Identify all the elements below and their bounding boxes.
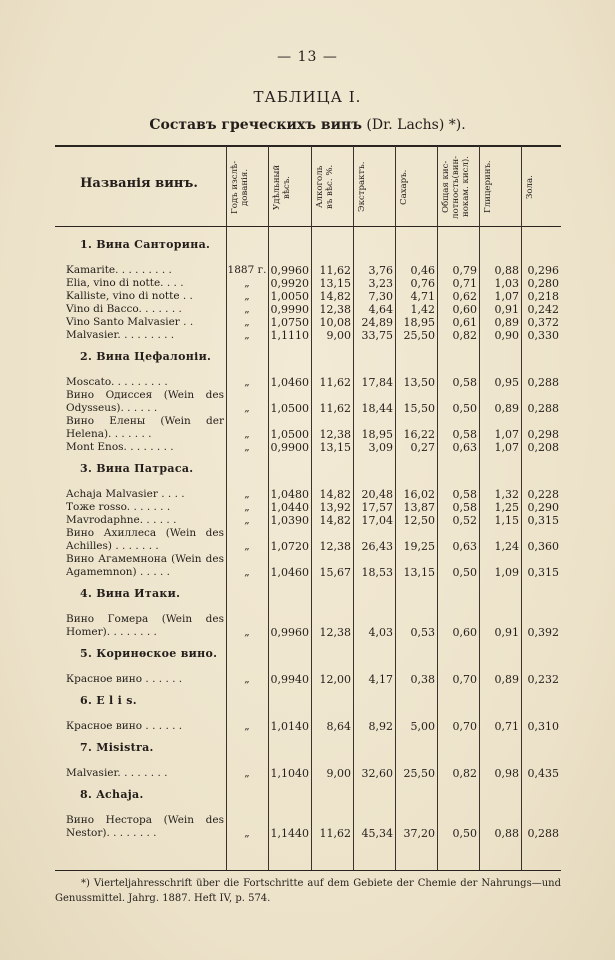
- table-subtitle: [0, 117, 615, 133]
- cell-value: 0,50: [452, 402, 477, 415]
- cell-year: „: [244, 540, 250, 552]
- wine-name: Вино Гомера (Wein des: [66, 613, 224, 625]
- cell-year: „: [244, 720, 250, 732]
- cell-value: 0,288: [527, 827, 559, 840]
- cell-value: 11,62: [319, 827, 351, 840]
- footnote-text: *) Vierteljahresschrift über die Fortschritte auf dem Gebiete der Chemie der Nahrungs—und Genussmittel. Jahrg. 1887. Heft IV, p. 574.: [55, 878, 561, 904]
- cell-value: 0,280: [527, 277, 559, 290]
- wine-name: Вино Агамемнона (Wein des: [66, 553, 224, 565]
- cell-value: 18,44: [361, 402, 393, 415]
- cell-value: 10,08: [319, 316, 351, 329]
- cell-value: 1,0500: [270, 428, 309, 441]
- cell-value: 0,63: [452, 540, 477, 553]
- cell-value: 0,71: [494, 720, 519, 733]
- section-title: 1. Вина Санторина.: [80, 238, 211, 251]
- table-subtitle-reference: (Dr. Lachs) *).: [361, 117, 466, 133]
- cell-value: 0,27: [410, 441, 435, 454]
- cell-value: 1,09: [494, 566, 519, 579]
- cell-value: 0,53: [410, 626, 435, 639]
- cell-value: 4,64: [368, 303, 393, 316]
- cell-value: 0,288: [527, 376, 559, 389]
- wine-name: Красное вино . . . . . .: [66, 673, 183, 685]
- cell-value: 25,50: [403, 329, 435, 342]
- cell-value: 0,435: [527, 767, 559, 780]
- cell-year: „: [244, 673, 250, 685]
- wine-name: Тоже rosso. . . . . . .: [66, 501, 171, 513]
- cell-value: 1,32: [494, 488, 519, 501]
- cell-value: 1,0440: [270, 501, 309, 514]
- cell-value: 0,46: [410, 264, 435, 277]
- cell-value: 0,79: [452, 264, 477, 277]
- cell-value: 0,90: [494, 329, 519, 342]
- cell-value: 0,63: [452, 441, 477, 454]
- wine-name: Vino di Bacco. . . . . . .: [66, 303, 182, 315]
- cell-year: „: [244, 767, 250, 779]
- cell-value: 12,38: [319, 626, 351, 639]
- cell-value: 0,330: [527, 329, 559, 342]
- cell-value: 15,50: [403, 402, 435, 415]
- cell-year: „: [244, 827, 250, 839]
- column-header: Общая кис- лотность(вин- нокам. кисл).: [441, 155, 471, 219]
- cell-value: 0,91: [494, 303, 519, 316]
- cell-value: 0,58: [452, 376, 477, 389]
- column-header: Зола.: [525, 175, 535, 199]
- cell-value: 1,1040: [270, 767, 309, 780]
- cell-value: 17,04: [361, 514, 393, 527]
- cell-value: 4,03: [368, 626, 393, 639]
- cell-value: 32,60: [361, 767, 393, 780]
- cell-value: 20,48: [361, 488, 393, 501]
- cell-value: 0,82: [452, 767, 477, 780]
- section-title: 6. E l i s.: [80, 694, 137, 707]
- cell-value: 17,84: [361, 376, 393, 389]
- cell-value: 12,38: [319, 303, 351, 316]
- cell-value: 0,392: [527, 626, 559, 639]
- page-number: — 13 —: [277, 49, 338, 65]
- cell-value: 12,38: [319, 428, 351, 441]
- wine-name: Kamarite. . . . . . . . .: [66, 264, 172, 276]
- wine-name: Achaja Malvasier . . . .: [66, 488, 185, 500]
- cell-value: 13,15: [403, 566, 435, 579]
- cell-value: 0,9920: [270, 277, 309, 290]
- cell-value: 45,34: [361, 827, 393, 840]
- cell-value: 13,50: [403, 376, 435, 389]
- cell-value: 1,1440: [270, 827, 309, 840]
- cell-value: 7,30: [368, 290, 393, 303]
- cell-value: 1,24: [494, 540, 519, 553]
- cell-value: 0,296: [527, 264, 559, 277]
- cell-value: 0,60: [452, 626, 477, 639]
- cell-value: 0,82: [452, 329, 477, 342]
- section-title: 2. Вина Цефалоніи.: [80, 350, 212, 363]
- cell-value: 14,82: [319, 290, 351, 303]
- cell-value: 9,00: [326, 329, 351, 342]
- cell-value: 0,98: [494, 767, 519, 780]
- wine-name: Moscato. . . . . . . . .: [66, 376, 168, 388]
- cell-value: 1,0390: [270, 514, 309, 527]
- cell-value: 12,50: [403, 514, 435, 527]
- cell-value: 0,232: [527, 673, 559, 686]
- cell-value: 1,42: [410, 303, 435, 316]
- cell-value: 18,95: [361, 428, 393, 441]
- wine-name: Вино Одиссея (Wein des: [66, 389, 224, 401]
- cell-value: 9,00: [326, 767, 351, 780]
- table-bottom-rule: [55, 870, 561, 871]
- column-header: Удѣльный вѣсъ.: [272, 164, 292, 210]
- cell-value: 5,00: [410, 720, 435, 733]
- cell-value: 3,23: [368, 277, 393, 290]
- header-bottom-rule: [55, 226, 561, 227]
- cell-value: 33,75: [361, 329, 393, 342]
- cell-value: 1,15: [494, 514, 519, 527]
- cell-value: 0,52: [452, 514, 477, 527]
- cell-year: „: [244, 303, 250, 315]
- cell-year: „: [244, 501, 250, 513]
- cell-value: 0,89: [494, 402, 519, 415]
- wine-name: Malvasier. . . . . . . . .: [66, 329, 175, 341]
- cell-value: 14,82: [319, 514, 351, 527]
- wine-name: Homer). . . . . . . .: [66, 626, 157, 638]
- cell-value: 0,62: [452, 290, 477, 303]
- table-top-rule: [55, 145, 561, 147]
- cell-year: „: [244, 441, 250, 453]
- cell-value: 19,25: [403, 540, 435, 553]
- wine-name: Mont Enos. . . . . . . .: [66, 441, 174, 453]
- cell-value: 0,60: [452, 303, 477, 316]
- cell-value: 0,310: [527, 720, 559, 733]
- cell-value: 11,62: [319, 264, 351, 277]
- cell-value: 13,87: [403, 501, 435, 514]
- wine-name: Вино Ахиллеса (Wein des: [66, 527, 224, 539]
- cell-value: 0,228: [527, 488, 559, 501]
- cell-value: 0,9900: [270, 441, 309, 454]
- column-header: Алкоголь въ вѣс. %.: [315, 164, 335, 210]
- cell-value: 0,70: [452, 673, 477, 686]
- cell-value: 1,0460: [270, 566, 309, 579]
- cell-value: 0,61: [452, 316, 477, 329]
- column-header: Сахаръ.: [399, 169, 409, 205]
- section-title: 8. Achaja.: [80, 788, 144, 801]
- wine-name: Вино Елены (Wein der: [66, 415, 224, 427]
- cell-value: 0,89: [494, 316, 519, 329]
- cell-value: 0,208: [527, 441, 559, 454]
- wine-name: Красное вино . . . . . .: [66, 720, 183, 732]
- cell-value: 18,53: [361, 566, 393, 579]
- cell-value: 0,88: [494, 264, 519, 277]
- cell-value: 15,67: [319, 566, 351, 579]
- column-header: Экстрактъ.: [357, 161, 367, 213]
- cell-value: 0,58: [452, 501, 477, 514]
- cell-year: 1887 г.: [227, 264, 267, 276]
- cell-value: 18,95: [403, 316, 435, 329]
- cell-value: 0,76: [410, 277, 435, 290]
- cell-value: 12,00: [319, 673, 351, 686]
- cell-value: 0,9960: [270, 264, 309, 277]
- wine-name: Vino Santo Malvasier . .: [66, 316, 194, 328]
- cell-value: 24,89: [361, 316, 393, 329]
- cell-value: 1,0140: [270, 720, 309, 733]
- cell-value: 0,89: [494, 673, 519, 686]
- cell-value: 25,50: [403, 767, 435, 780]
- cell-value: 0,50: [452, 827, 477, 840]
- wine-name: Achilles) . . . . . . .: [66, 540, 159, 552]
- section-title: 5. Коринѳское вино.: [80, 647, 218, 660]
- cell-value: 13,15: [319, 277, 351, 290]
- cell-value: 4,17: [368, 673, 393, 686]
- cell-value: 17,57: [361, 501, 393, 514]
- cell-value: 0,288: [527, 402, 559, 415]
- cell-year: „: [244, 316, 250, 328]
- wine-name: Elia, vino di notte. . . .: [66, 277, 184, 289]
- table-subtitle-main: Составъ греческихъ винъ: [149, 117, 362, 133]
- cell-value: 1,0050: [270, 290, 309, 303]
- cell-value: 0,242: [527, 303, 559, 316]
- cell-value: 0,372: [527, 316, 559, 329]
- cell-year: „: [244, 566, 250, 578]
- column-header: Годъ изслѣ- дованія.: [230, 160, 250, 214]
- cell-value: 8,64: [326, 720, 351, 733]
- cell-value: 26,43: [361, 540, 393, 553]
- cell-value: 12,38: [319, 540, 351, 553]
- cell-value: 8,92: [368, 720, 393, 733]
- cell-value: 1,07: [494, 441, 519, 454]
- header-wine-name: Названія винъ.: [80, 176, 198, 191]
- cell-value: 1,03: [494, 277, 519, 290]
- cell-year: „: [244, 402, 250, 414]
- cell-value: 1,0480: [270, 488, 309, 501]
- cell-value: 14,82: [319, 488, 351, 501]
- section-title: 3. Вина Патраса.: [80, 462, 194, 475]
- cell-value: 13,15: [319, 441, 351, 454]
- cell-value: 0,88: [494, 827, 519, 840]
- cell-year: „: [244, 329, 250, 341]
- section-title: 7. Misistra.: [80, 741, 154, 754]
- cell-value: 0,58: [452, 428, 477, 441]
- cell-value: 16,02: [403, 488, 435, 501]
- cell-value: 0,38: [410, 673, 435, 686]
- cell-year: „: [244, 428, 250, 440]
- cell-value: 0,315: [527, 566, 559, 579]
- cell-value: 1,0460: [270, 376, 309, 389]
- cell-value: 0,70: [452, 720, 477, 733]
- wine-name: Odysseus). . . . . .: [66, 402, 158, 414]
- wine-name: Kalliste, vino di notte . .: [66, 290, 193, 302]
- footnote: [55, 876, 561, 906]
- cell-year: „: [244, 514, 250, 526]
- wine-name: Malvasier. . . . . . . .: [66, 767, 168, 779]
- cell-year: „: [244, 277, 250, 289]
- wine-name: Mavrodaphne. . . . . .: [66, 514, 177, 526]
- cell-value: 0,95: [494, 376, 519, 389]
- cell-value: 3,76: [368, 264, 393, 277]
- cell-value: 0,50: [452, 566, 477, 579]
- cell-value: 1,07: [494, 428, 519, 441]
- cell-value: 37,20: [403, 827, 435, 840]
- cell-value: 0,315: [527, 514, 559, 527]
- cell-value: 0,58: [452, 488, 477, 501]
- wine-name: Nestor). . . . . . . .: [66, 827, 157, 839]
- cell-value: 11,62: [319, 402, 351, 415]
- cell-value: 13,92: [319, 501, 351, 514]
- cell-value: 0,298: [527, 428, 559, 441]
- cell-value: 0,9990: [270, 303, 309, 316]
- cell-year: „: [244, 376, 250, 388]
- wine-name: Вино Нестора (Wein des: [66, 814, 224, 826]
- cell-value: 1,1110: [270, 329, 309, 342]
- wine-name: Agamemnon) . . . . .: [66, 566, 171, 578]
- cell-value: 1,25: [494, 501, 519, 514]
- cell-value: 0,218: [527, 290, 559, 303]
- wine-name: Helena). . . . . . .: [66, 428, 152, 440]
- cell-value: 4,71: [410, 290, 435, 303]
- table-title: ТАБЛИЦА I.: [253, 88, 362, 106]
- cell-year: „: [244, 626, 250, 638]
- column-header: Глицеринъ.: [483, 160, 493, 214]
- cell-value: 1,0720: [270, 540, 309, 553]
- cell-value: 0,71: [452, 277, 477, 290]
- cell-value: 1,07: [494, 290, 519, 303]
- cell-value: 0,91: [494, 626, 519, 639]
- cell-value: 3,09: [368, 441, 393, 454]
- cell-value: 0,290: [527, 501, 559, 514]
- cell-value: 0,9940: [270, 673, 309, 686]
- cell-value: 16,22: [403, 428, 435, 441]
- cell-value: 11,62: [319, 376, 351, 389]
- cell-year: „: [244, 488, 250, 500]
- cell-value: 1,0500: [270, 402, 309, 415]
- cell-value: 0,360: [527, 540, 559, 553]
- cell-year: „: [244, 290, 250, 302]
- cell-value: 1,0750: [270, 316, 309, 329]
- section-title: 4. Вина Итаки.: [80, 587, 181, 600]
- cell-value: 0,9960: [270, 626, 309, 639]
